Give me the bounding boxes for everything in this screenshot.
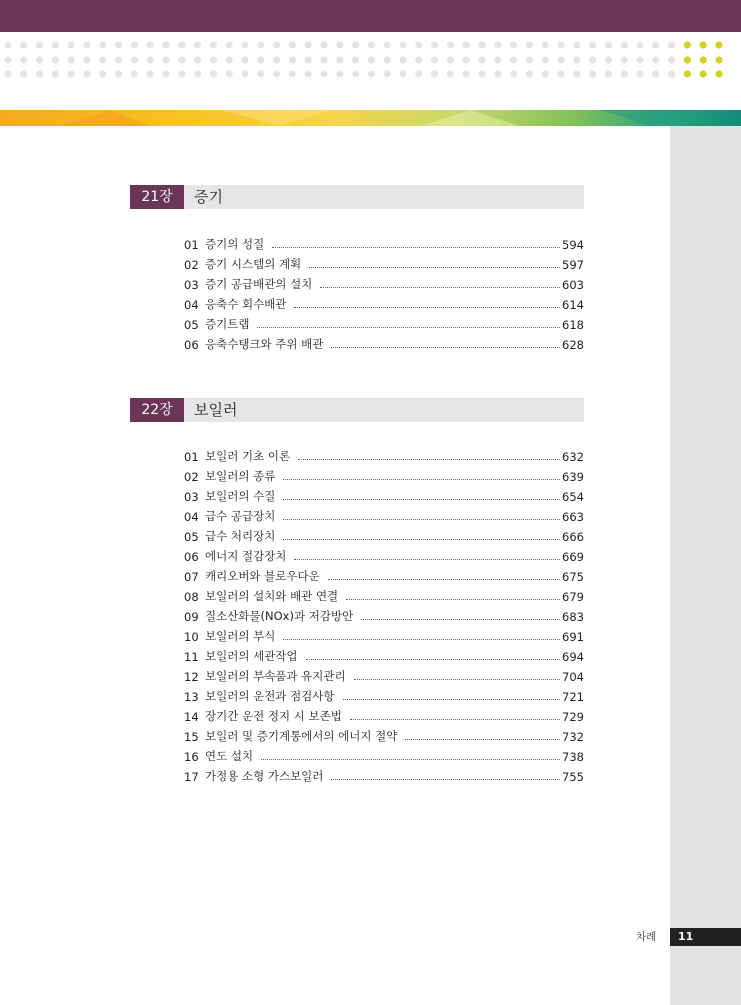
toc-entry[interactable] [184,524,584,544]
pattern-dot [621,41,628,48]
toc-entry-title: 보일러의 수질 [205,489,276,503]
pattern-dot [178,41,185,48]
toc-entry-number: 03 [184,490,199,504]
accent-dot [715,41,722,48]
dot-leader [283,539,560,540]
toc-entry[interactable] [184,744,584,764]
toc-entry[interactable] [184,444,584,464]
pattern-dot [431,56,438,63]
toc-entry-number: 04 [184,510,199,524]
dot-leader [350,719,560,720]
pattern-dot [399,70,406,77]
accent-dot [700,70,707,77]
pattern-dot [352,56,359,63]
toc-entry-page: 603 [562,278,584,292]
toc-list [184,232,584,352]
pattern-dot [478,41,485,48]
pattern-dot [621,70,628,77]
pattern-dot [415,70,422,77]
toc-entry-page: 597 [562,258,584,272]
pattern-dot [368,41,375,48]
toc-entry-number: 13 [184,690,199,704]
pattern-dot [557,70,564,77]
toc-entry-title: 장기간 운전 정지 시 보존법 [205,709,342,723]
pattern-dot [305,56,312,63]
toc-entry-number: 01 [184,238,199,252]
toc-entry[interactable] [184,704,584,724]
toc-entry-page: 632 [562,450,584,464]
toc-entry-title: 보일러의 세관작업 [205,649,298,663]
toc-entry-page: 755 [562,770,584,784]
toc-entry-title: 가정용 소형 가스보일러 [205,769,324,783]
toc-entry-number: 15 [184,730,199,744]
color-stripe-banner [0,110,741,126]
pattern-dot [147,41,154,48]
toc-entry-page: 738 [562,750,584,764]
toc-entry-title: 증기의 성질 [205,237,265,251]
pattern-dot [241,70,248,77]
dot-leader [298,459,560,460]
footer-page-number [670,928,741,946]
pattern-dot [621,56,628,63]
accent-dot [700,41,707,48]
toc-entry-title: 증기트랩 [205,317,250,331]
pattern-dot [589,41,596,48]
pattern-dot [368,56,375,63]
toc-entry[interactable] [184,312,584,332]
pattern-dot [83,70,90,77]
toc-entry-title: 응축수탱크와 주위 배관 [205,337,324,351]
accent-dot [715,56,722,63]
toc-entry[interactable] [184,624,584,644]
pattern-dot [589,70,596,77]
dot-leader [283,639,560,640]
toc-entry-number: 11 [184,650,199,664]
pattern-dot [557,41,564,48]
toc-entry-page: 704 [562,670,584,684]
right-margin-sidebar [670,126,741,1005]
toc-entry-title: 연도 설치 [205,749,254,763]
dot-leader [405,739,560,740]
toc-entry-title: 에너지 절감장치 [205,549,287,563]
dot-leader [320,287,560,288]
pattern-dot [463,56,470,63]
pattern-dot [668,70,675,77]
pattern-dot [494,56,501,63]
pattern-dot [447,70,454,77]
pattern-dot [68,70,75,77]
pattern-dot [494,70,501,77]
pattern-dot [368,70,375,77]
pattern-dot [226,41,233,48]
dot-leader [283,499,560,500]
toc-entry[interactable] [184,504,584,524]
pattern-dot [131,70,138,77]
toc-entry[interactable] [184,684,584,704]
pattern-dot [320,41,327,48]
pattern-dot [573,56,580,63]
pattern-dot [162,41,169,48]
toc-entry-title: 급수 공급장치 [205,509,276,523]
toc-entry-number: 02 [184,470,199,484]
pattern-dot [115,56,122,63]
toc-entry-page: 732 [562,730,584,744]
toc-entry-page: 663 [562,510,584,524]
pattern-dot [542,56,549,63]
dot-leader [261,759,560,760]
toc-entry-number: 14 [184,710,199,724]
pattern-dot [573,41,580,48]
chapter-number: 22장 [130,398,184,422]
toc-entry-number: 12 [184,670,199,684]
pattern-dot [273,56,280,63]
dot-leader [343,699,561,700]
pattern-dot [447,56,454,63]
dot-leader [283,479,560,480]
dot-leader [294,307,560,308]
accent-dot [715,70,722,77]
toc-entry[interactable] [184,484,584,504]
pattern-dot [463,41,470,48]
toc-entry-number: 10 [184,630,199,644]
pattern-dot [68,41,75,48]
pattern-dot [289,70,296,77]
dot-leader [328,579,560,580]
accent-dot [684,41,691,48]
pattern-dot [305,41,312,48]
pattern-dot [4,70,11,77]
pattern-dot [526,56,533,63]
toc-entry-number: 09 [184,610,199,624]
toc-entry-number: 08 [184,590,199,604]
pattern-dot [652,41,659,48]
pattern-dot [305,70,312,77]
pattern-dot [336,70,343,77]
pattern-dot [526,70,533,77]
toc-entry-page: 721 [562,690,584,704]
pattern-dot [131,41,138,48]
toc-entry-title: 질소산화물(NOx)과 저감방안 [205,609,354,623]
toc-entry-title: 보일러의 설치와 배관 연결 [205,589,339,603]
toc-entry[interactable] [184,332,584,352]
pattern-dot [226,70,233,77]
toc-entry[interactable] [184,724,584,744]
chapter-header [130,398,584,422]
dot-leader [294,559,560,560]
pattern-dot [431,41,438,48]
pattern-dot [147,56,154,63]
pattern-dot [99,41,106,48]
pattern-dot [447,41,454,48]
pattern-dot [320,56,327,63]
toc-entry[interactable] [184,644,584,664]
pattern-dot [384,41,391,48]
toc-entry-number: 17 [184,770,199,784]
toc-entry-number: 06 [184,550,199,564]
pattern-dot [399,41,406,48]
dot-leader [331,779,560,780]
toc-entry-title: 캐리오버와 블로우다운 [205,569,320,583]
pattern-dot [210,41,217,48]
toc-entry-title: 응축수 회수배관 [205,297,287,311]
dot-leader [283,519,560,520]
page-number-text: 11 [678,930,694,943]
pattern-dot [399,56,406,63]
pattern-dot [336,41,343,48]
pattern-dot [226,56,233,63]
dot-leader [309,267,560,268]
toc-entry[interactable] [184,544,584,564]
toc-entry-number: 04 [184,298,199,312]
pattern-dot [273,41,280,48]
toc-entry[interactable] [184,464,584,484]
pattern-dot [605,70,612,77]
dot-leader [354,679,560,680]
toc-entry[interactable] [184,564,584,584]
pattern-dot [194,41,201,48]
toc-entry-number: 07 [184,570,199,584]
pattern-dot [336,56,343,63]
pattern-dot [83,41,90,48]
toc-entry[interactable] [184,764,584,784]
pattern-dot [83,56,90,63]
pattern-dot [668,56,675,63]
toc-entry-number: 02 [184,258,199,272]
pattern-dot [178,70,185,77]
pattern-dot [36,70,43,77]
toc-entry-title: 증기 시스템의 계획 [205,257,302,271]
pattern-dot [36,56,43,63]
header-bar [0,0,741,32]
toc-entry[interactable] [184,232,584,252]
pattern-dot [4,41,11,48]
pattern-dot [68,56,75,63]
pattern-dot [589,56,596,63]
accent-dot [684,56,691,63]
toc-entry[interactable] [184,584,584,604]
pattern-dot [257,41,264,48]
dot-leader [346,599,560,600]
pattern-dot [162,70,169,77]
toc-entry-page: 654 [562,490,584,504]
dot-leader [272,247,560,248]
toc-entry-title: 보일러 기초 이론 [205,449,291,463]
toc-entry[interactable] [184,252,584,272]
pattern-dot [131,56,138,63]
pattern-dot [652,56,659,63]
pattern-dot [557,56,564,63]
pattern-dot [605,41,612,48]
pattern-dot [20,41,27,48]
pattern-dot [636,56,643,63]
pattern-dot [636,41,643,48]
chapter-title: 보일러 [194,401,238,419]
toc-entry-title: 보일러 및 증기계통에서의 에너지 절약 [205,729,398,743]
pattern-dot [605,56,612,63]
pattern-dot [431,70,438,77]
toc-entry-page: 691 [562,630,584,644]
pattern-dot [478,56,485,63]
toc-entry-page: 679 [562,590,584,604]
pattern-dot [636,70,643,77]
pattern-dot [20,70,27,77]
pattern-dot [36,41,43,48]
pattern-dot [194,56,201,63]
pattern-dot [115,41,122,48]
pattern-dot [273,70,280,77]
chapter-number: 21장 [130,185,184,209]
pattern-dot [99,70,106,77]
toc-entry-number: 03 [184,278,199,292]
dot-leader [306,659,561,660]
pattern-dot [510,41,517,48]
pattern-dot [210,70,217,77]
pattern-dot [652,70,659,77]
pattern-dot [415,41,422,48]
toc-entry-number: 05 [184,318,199,332]
dot-leader [331,347,560,348]
pattern-dot [352,41,359,48]
pattern-dot [52,41,59,48]
dot-leader [361,619,560,620]
pattern-dot [99,56,106,63]
toc-entry-number: 05 [184,530,199,544]
footer-section-label: 차례 [636,931,657,943]
pattern-dot [194,70,201,77]
dot-pattern-banner [0,32,741,110]
pattern-dot [115,70,122,77]
pattern-dot [289,41,296,48]
toc-entry-title: 보일러의 부식 [205,629,276,643]
chapter-title: 증기 [194,188,223,206]
pattern-dot [241,56,248,63]
toc-entry-page: 614 [562,298,584,312]
pattern-dot [463,70,470,77]
pattern-dot [162,56,169,63]
pattern-dot [257,70,264,77]
toc-entry[interactable] [184,292,584,312]
pattern-dot [210,56,217,63]
toc-entry-page: 694 [562,650,584,664]
toc-entry-page: 675 [562,570,584,584]
pattern-dot [478,70,485,77]
pattern-dot [320,70,327,77]
pattern-dot [4,56,11,63]
toc-list [184,444,584,784]
toc-entry[interactable] [184,272,584,292]
toc-entry-page: 618 [562,318,584,332]
toc-entry-number: 16 [184,750,199,764]
dot-leader [257,327,560,328]
toc-entry-number: 06 [184,338,199,352]
pattern-dot [384,56,391,63]
pattern-dot [241,41,248,48]
toc-entry-title: 증기 공급배관의 설치 [205,277,313,291]
accent-dot [700,56,707,63]
pattern-dot [510,70,517,77]
toc-entry-number: 01 [184,450,199,464]
toc-entry-title: 보일러의 부속품과 유지관리 [205,669,346,683]
pattern-dot [494,41,501,48]
pattern-dot [52,70,59,77]
toc-entry[interactable] [184,604,584,624]
toc-entry-page: 628 [562,338,584,352]
pattern-dot [178,56,185,63]
pattern-dot [668,41,675,48]
toc-entry[interactable] [184,664,584,684]
toc-entry-page: 639 [562,470,584,484]
pattern-dot [542,41,549,48]
chapter-header [130,185,584,209]
accent-dot [684,70,691,77]
pattern-dot [20,56,27,63]
pattern-dot [52,56,59,63]
pattern-dot [289,56,296,63]
toc-entry-title: 급수 처리장치 [205,529,276,543]
toc-entry-page: 669 [562,550,584,564]
pattern-dot [510,56,517,63]
toc-entry-page: 729 [562,710,584,724]
pattern-dot [147,70,154,77]
toc-entry-page: 666 [562,530,584,544]
toc-entry-page: 683 [562,610,584,624]
pattern-dot [526,41,533,48]
pattern-dot [415,56,422,63]
pattern-dot [542,70,549,77]
pattern-dot [384,70,391,77]
pattern-dot [573,70,580,77]
pattern-dot [257,56,264,63]
toc-entry-title: 보일러의 종류 [205,469,276,483]
toc-entry-page: 594 [562,238,584,252]
pattern-dot [352,70,359,77]
toc-entry-title: 보일러의 운전과 점검사항 [205,689,335,703]
